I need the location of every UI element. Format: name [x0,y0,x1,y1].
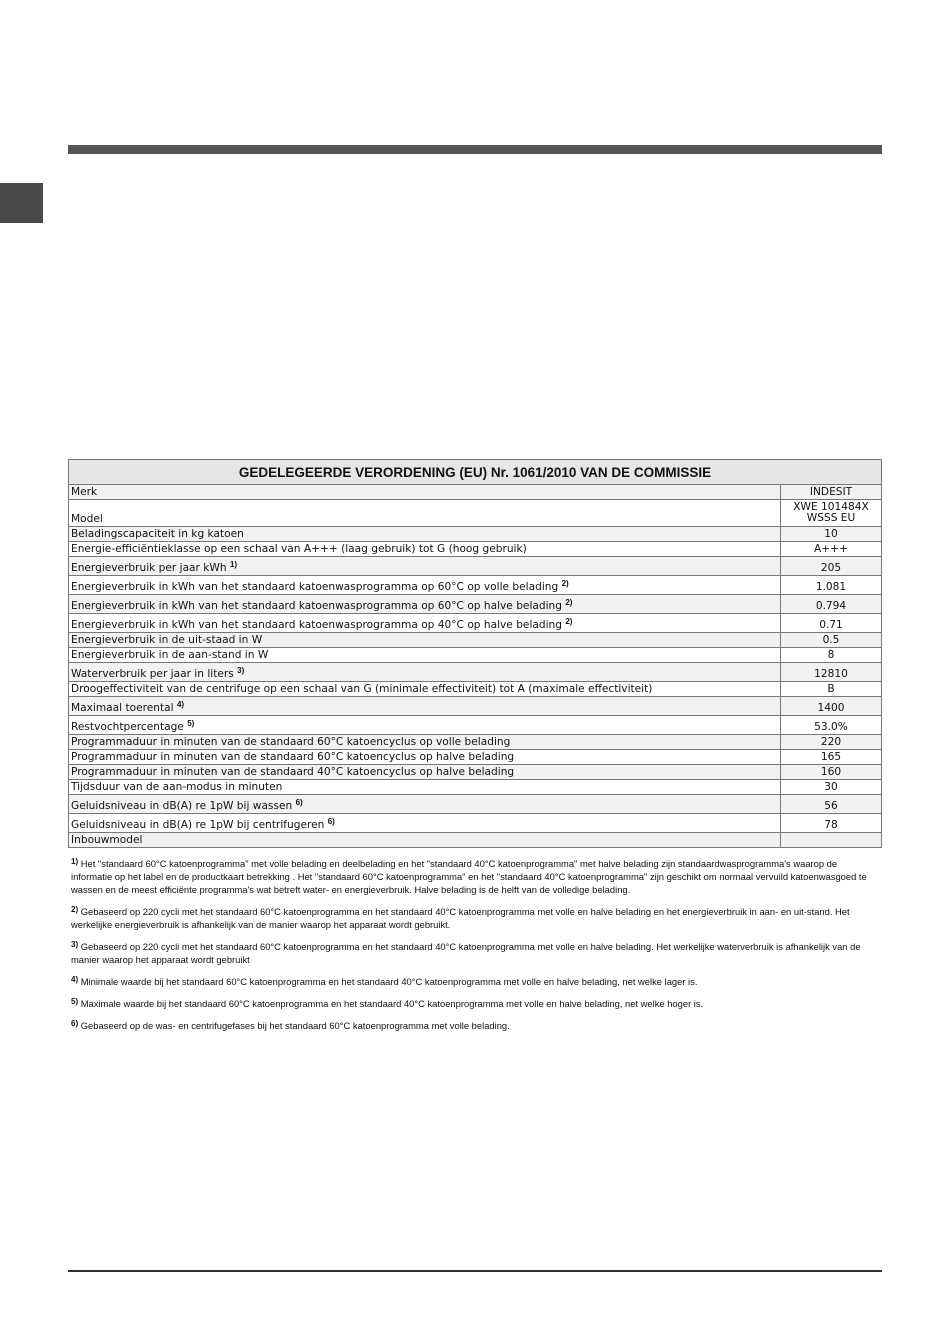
row-value: INDESIT [781,485,882,500]
row-value: 0.71 [781,614,882,633]
row-label: Geluidsniveau in dB(A) re 1pW bij centrifugeren $^{6)}$ [69,814,781,833]
row-value: 30 [781,780,882,795]
row-label: Tijdsduur van de aan-modus in minuten [69,780,781,795]
row-value: 53.0% [781,716,882,735]
footnote-ref: 6) [295,798,303,807]
section-tab-marker [0,183,43,223]
table-row [69,576,882,595]
row-label: Droogeffectiviteit van de centrifuge op een schaal van G (minimale effectiviteit) tot A (maximale effectiviteit) [69,682,781,697]
footnote-text: Gebaseerd op 220 cycli met het standaard 60°C katoenprogramma en het standaard 40°C katoenprogramma met volle en halve belading en het energieverbruik in aan- en uit-stand. Het werkelijke energieverbruik is afhankelijk van de manier waarop het apparaat wordt gebruikt. [71,906,850,930]
footnote-ref: 4) [176,700,185,709]
footnote-text: Minimale waarde bij het standaard 60°C katoenprogramma en het standaard 40°C katoenprogramma met volle en halve belading, net welke lager is. [80,976,698,987]
footnote-number: 5) [71,997,79,1006]
footnote-number: 3) [71,940,79,949]
row-label: Programmaduur in minuten van de standaard 60°C katoencyclus op halve belading [69,750,781,765]
header-rule [68,145,882,154]
footnote-number: 2) [71,905,79,914]
footer-rule [68,1270,882,1272]
footnote-ref: 1) [229,560,238,569]
footnote-ref: 3) [237,666,245,675]
table-row [69,780,882,795]
row-value: B [781,682,882,697]
row-label: Maximaal toerental $^{4)}$ [69,697,781,716]
row-value: 160 [781,765,882,780]
table-row [69,795,882,814]
row-value: 205 [781,557,882,576]
footnote-ref: 6) [327,817,335,826]
table-row [69,500,882,527]
row-value: 8 [781,648,882,663]
row-label: Geluidsniveau in dB(A) re 1pW bij wassen $^{6)}$ [69,795,781,814]
table-row [69,663,882,682]
table-row [69,682,882,697]
row-value: XWE 101484X WSSS EU [781,500,882,527]
row-value: 0.794 [781,595,882,614]
row-label: Energie-efficiëntieklasse op een schaal van A+++ (laag gebruik) tot G (hoog gebruik) [69,542,781,557]
table-row [69,735,882,750]
table-row [69,750,882,765]
row-label: Model [69,500,781,527]
row-value: A+++ [781,542,882,557]
table-row [69,527,882,542]
table-row [69,595,882,614]
footnote [71,973,879,988]
footnote [71,1017,879,1032]
footnote [71,855,879,896]
row-value: 165 [781,750,882,765]
row-value: 0.5 [781,633,882,648]
footnote-ref: 5) [187,719,195,728]
footnote-ref: 2) [561,579,569,588]
row-value: 1.081 [781,576,882,595]
footnote-number: 4) [71,975,79,984]
row-label: Programmaduur in minuten van de standaard 40°C katoencyclus op halve belading [69,765,781,780]
table-title: GEDELEGEERDE VERORDENING (EU) Nr. 1061/2010 VAN DE COMMISSIE [69,460,882,485]
row-value [781,833,882,848]
footnote-text: Maximale waarde bij het standaard 60°C katoenprogramma en het standaard 40°C katoenprogramma met volle en halve belading, net welke hoger is. [80,998,704,1009]
footnote-ref: 2) [565,617,573,626]
footnote-text: Gebaseerd op de was- en centrifugefases bij het standaard 60°C katoenprogramma met volle belading. [80,1020,510,1031]
row-value: 10 [781,527,882,542]
table-row [69,833,882,848]
row-value: 78 [781,814,882,833]
row-label: Inbouwmodel [69,833,781,848]
product-fiche-table [68,459,882,848]
footnote [71,938,879,966]
table-row [69,485,882,500]
row-label: Energieverbruik in kWh van het standaard katoenwasprogramma op 60°C op halve belading $^{2)}$ [69,595,781,614]
footnote-number: 6) [71,1019,79,1028]
row-value: 56 [781,795,882,814]
table-row [69,648,882,663]
row-label: Energieverbruik per jaar kWh $^{1)}$ [69,557,781,576]
row-label: Waterverbruik per jaar in liters $^{3)}$ [69,663,781,682]
footnote-text: Het "standaard 60°C katoenprogramma" met volle belading en deelbelading en het "standaard 40°C katoenprogramma" met halve belading zijn standaardwasprogramma's waarop de informatie op het label en de productkaart betrekking . Het "standaard 60°C katoenprogramma" en het "standaard 40°C katoenprogramma" zijn geschikt om normaal vervuild katoenwasgoed te wassen en de meest efficiënte programma's wat betreft water- en energieverbruik. Halve belading is de helft van de volledige belading. [71,858,867,895]
row-label: Energieverbruik in kWh van het standaard katoenwasprogramma op 60°C op volle belading $^{2)}$ [69,576,781,595]
row-value: 220 [781,735,882,750]
row-value: 12810 [781,663,882,682]
footnote [71,903,879,931]
table-row [69,542,882,557]
table-row [69,633,882,648]
table-row [69,765,882,780]
row-label: Beladingscapaciteit in kg katoen [69,527,781,542]
table-row [69,697,882,716]
footnote-text: Gebaseerd op 220 cycli met het standaard 60°C katoenprogramma en het standaard 40°C katoenprogramma met volle en halve belading. Het werkelijke waterverbruik is afhankelijk van de manier waarop het apparaat wordt gebruikt [71,941,861,965]
table-row [69,557,882,576]
row-label: Merk [69,485,781,500]
row-label: Restvochtpercentage $^{5)}$ [69,716,781,735]
row-label: Energieverbruik in de aan-stand in W [69,648,781,663]
table-row [69,716,882,735]
row-value: 1400 [781,697,882,716]
footnote [71,995,879,1010]
row-label: Energieverbruik in kWh van het standaard katoenwasprogramma op 40°C op halve belading $^{2)}$ [69,614,781,633]
footnotes [71,855,879,1039]
footnote-number: 1) [71,857,79,866]
footnote-ref: 2) [565,598,573,607]
table-row [69,614,882,633]
row-label: Programmaduur in minuten van de standaard 60°C katoencyclus op volle belading [69,735,781,750]
row-label: Energieverbruik in de uit-staad in W [69,633,781,648]
table-row [69,814,882,833]
